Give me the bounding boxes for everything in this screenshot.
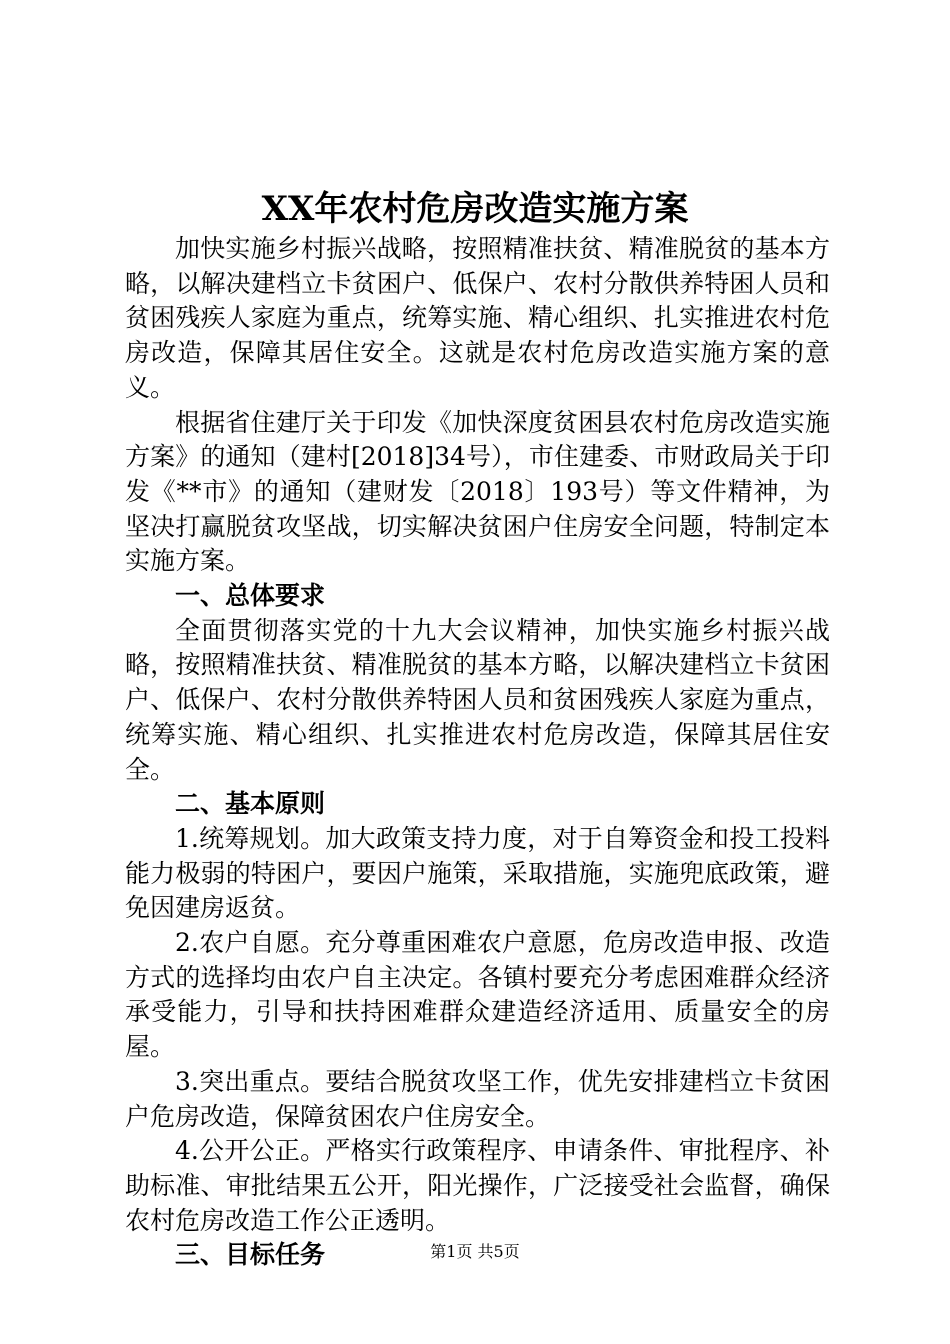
section-paragraph-overall-requirements: 全面贯彻落实党的十九大会议精神，加快实施乡村振兴战略，按照精准扶贫、精准脱贫的基本方略，以解决建档立卡贫困户、低保户、农村分散供养特困人员和贫困残疾人家庭为重点，统筹实施、精心组织、扎实推进农村危房改造，保障其居住安全。	[125, 615, 830, 784]
principle-item-4: 4.公开公正。严格实行政策程序、申请条件、审批程序、补助标准、审批结果五公开，阳光操作，广泛接受社会监督，确保农村危房改造工作公正透明。	[125, 1136, 830, 1235]
section-heading-basic-principles: 二、基本原则	[175, 789, 326, 819]
intro-paragraph-1: 加快实施乡村振兴战略，按照精准扶贫、精准脱贫的基本方略，以解决建档立卡贫困户、低保户、农村分散供养特困人员和贫困残疾人家庭为重点，统筹实施、精心组织、扎实推进农村危房改造，保障其居住安全。这就是农村危房改造实施方案的意义。	[125, 234, 830, 402]
document-title: XX年农村危房改造实施方案	[261, 189, 689, 229]
section-heading-overall-requirements: 一、总体要求	[175, 581, 326, 611]
section-heading-target-tasks: 三、目标任务	[175, 1240, 326, 1270]
document-body	[125, 232, 830, 1273]
page-footer: 第1页 共5页	[430, 1242, 520, 1261]
principle-item-1: 1.统筹规划。加大政策支持力度，对于自筹资金和投工投料能力极弱的特困户，要因户施策，采取措施，实施兜底政策，避免因建房返贫。	[125, 823, 830, 923]
intro-paragraph-2: 根据省住建厅关于印发《加快深度贫困县农村危房改造实施方案》的通知（建村[2018]34号），市住建委、市财政局关于印发《**市》的通知（建财发〔2018〕193号）等文件精神，为坚决打赢脱贫攻坚战，切实解决贫困户住房安全问题，特制定本实施方案。	[125, 407, 830, 576]
principle-item-3: 3.突出重点。要结合脱贫攻坚工作，优先安排建档立卡贫困户危房改造，保障贫困农户住房安全。	[125, 1066, 830, 1131]
principle-item-2: 2.农户自愿。充分尊重困难农户意愿，危房改造申报、改造方式的选择均由农户自主决定。各镇村要充分考虑困难群众经济承受能力，引导和扶持困难群众建造经济适用、质量安全的房屋。	[125, 928, 830, 1062]
